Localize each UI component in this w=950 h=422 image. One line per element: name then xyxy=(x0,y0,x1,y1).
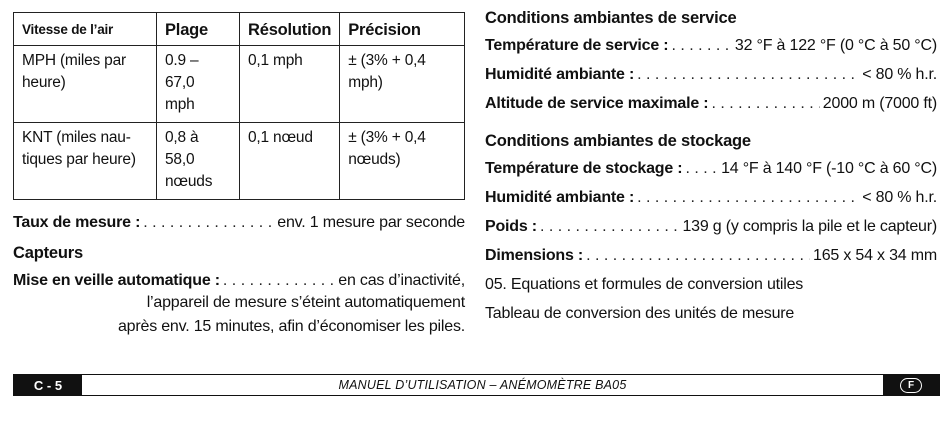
dot-leader xyxy=(540,218,680,236)
page-number: C - 5 xyxy=(14,375,82,395)
cell-line: ± (3% + 0,4 xyxy=(348,52,426,69)
dot-leader xyxy=(143,214,274,232)
weight-row xyxy=(485,218,937,242)
col-header-range: Plage xyxy=(157,13,240,46)
auto-off-value: en cas d’inactivité, xyxy=(338,272,465,289)
manual-title: MANUEL D’UTILISATION – ANÉMOMÈTRE BA05 xyxy=(338,378,627,392)
page-footer xyxy=(13,374,940,396)
col-header-resolution: Résolution xyxy=(240,13,340,46)
weight-value: 139 g (y compris la pile et le capteur) xyxy=(682,218,937,235)
storage-humidity-value: < 80 % h.r. xyxy=(862,189,937,206)
cell-unit xyxy=(14,123,157,200)
weight-label: Poids : xyxy=(485,218,537,235)
table-header-row xyxy=(14,13,465,46)
service-conditions-heading: Conditions ambiantes de service xyxy=(485,9,737,27)
service-humidity-row xyxy=(485,66,937,90)
service-humidity-label: Humidité ambiante : xyxy=(485,66,635,83)
measure-rate-value: env. 1 mesure par seconde xyxy=(277,214,465,231)
dot-leader xyxy=(711,95,819,113)
service-temp-label: Température de service : xyxy=(485,37,669,54)
auto-off-line-2: l’appareil de mesure s’éteint automatiquement xyxy=(146,294,465,311)
cell-resolution: 0,1 nœud xyxy=(240,123,340,200)
cell-line: ± (3% + 0,4 xyxy=(348,129,426,146)
cell-line: 58,0 xyxy=(165,151,195,168)
service-altitude-row xyxy=(485,95,937,119)
dot-leader xyxy=(223,272,335,290)
storage-humidity-row xyxy=(485,189,937,213)
cell-line: 0,8 à xyxy=(165,129,199,146)
service-humidity-value: < 80 % h.r. xyxy=(862,66,937,83)
cell-line: nœuds) xyxy=(348,151,401,168)
storage-temp-label: Température de stockage : xyxy=(485,160,683,177)
section-05-heading: 05. Equations et formules de conversion utiles xyxy=(485,276,804,293)
service-altitude-value: 2000 m (7000 ft) xyxy=(822,95,937,112)
cell-accuracy xyxy=(340,123,465,200)
cell-range xyxy=(157,123,240,200)
dot-leader xyxy=(637,189,859,207)
cell-unit xyxy=(14,46,157,123)
storage-temp-row xyxy=(485,160,937,184)
cell-accuracy xyxy=(340,46,465,123)
conversion-table-heading: Tableau de conversion des unités de mesure xyxy=(485,305,795,322)
cell-line: 0.9 – xyxy=(165,52,199,69)
sensors-heading: Capteurs xyxy=(13,244,83,262)
language-badge xyxy=(883,375,939,395)
auto-off-row xyxy=(13,272,465,296)
dot-leader xyxy=(685,160,718,178)
measure-rate-row xyxy=(13,214,465,238)
storage-humidity-label: Humidité ambiante : xyxy=(485,189,635,206)
storage-temp-value: 14 °F à 140 °F (-10 °C à 60 °C) xyxy=(721,160,937,177)
auto-off-label: Mise en veille automatique : xyxy=(13,272,220,289)
cell-resolution: 0,1 mph xyxy=(240,46,340,123)
dot-leader xyxy=(671,37,731,55)
spec-table xyxy=(13,12,465,200)
dot-leader xyxy=(637,66,859,84)
language-badge-label: F xyxy=(900,378,922,393)
auto-off-line-3: après env. 15 minutes, afin d’économiser les piles. xyxy=(117,318,465,335)
measure-rate-label: Taux de mesure : xyxy=(13,214,141,231)
service-altitude-label: Altitude de service maximale : xyxy=(485,95,709,112)
storage-conditions-heading: Conditions ambiantes de stockage xyxy=(485,132,751,150)
cell-line: 67,0 xyxy=(165,74,195,91)
dimensions-value: 165 x 54 x 34 mm xyxy=(813,247,937,264)
dimensions-label: Dimensions : xyxy=(485,247,584,264)
col-header-air-speed: Vitesse de l’air xyxy=(14,13,157,46)
service-temp-row xyxy=(485,37,937,61)
table-row xyxy=(14,123,465,200)
cell-line: mph xyxy=(165,96,195,113)
cell-line: tiques par heure) xyxy=(22,151,136,168)
service-temp-value: 32 °F à 122 °F (0 °C à 50 °C) xyxy=(734,37,937,54)
col-header-accuracy: Précision xyxy=(340,13,465,46)
table-row xyxy=(14,46,465,123)
dimensions-row xyxy=(485,247,937,271)
cell-line: KNT (miles nau- xyxy=(22,129,131,146)
dot-leader xyxy=(586,247,810,265)
cell-line: nœuds xyxy=(165,173,213,190)
cell-line: heure) xyxy=(22,74,66,91)
cell-range xyxy=(157,46,240,123)
cell-line: MPH (miles par xyxy=(22,52,126,69)
cell-line: mph) xyxy=(348,74,383,91)
